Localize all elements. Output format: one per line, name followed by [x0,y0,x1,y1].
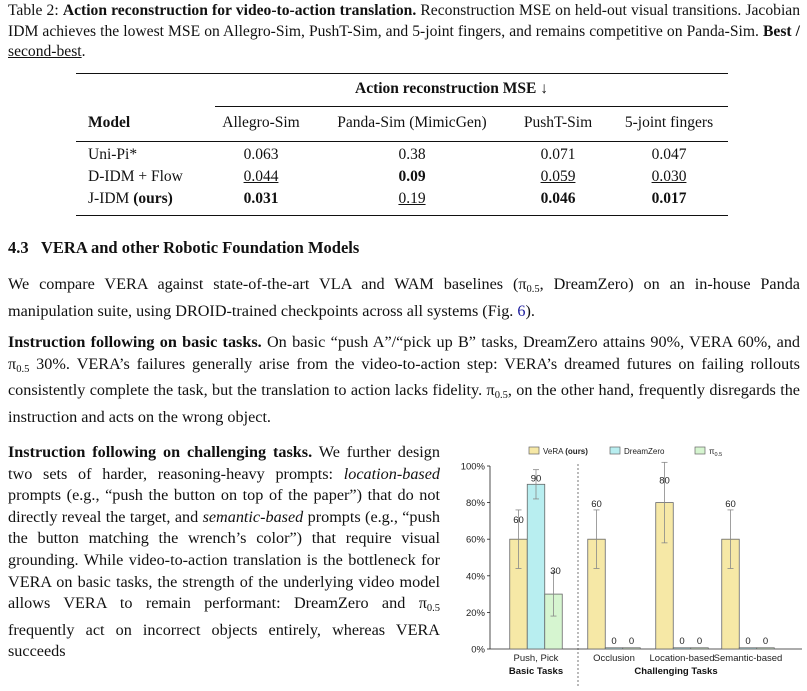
caption-end: . [81,43,86,60]
y-tick-label: 20% [465,607,485,619]
table-cell: 0.071 [540,146,576,163]
table-cell: 0.09 [398,168,426,185]
row-model-suffix: (ours) [133,190,173,207]
y-tick-label: 60% [465,534,485,546]
column-header: PushT-Sim [523,114,593,131]
caption-second-best: second-best [8,43,82,60]
model-header: Model [88,114,131,131]
legend-label: DreamZero [624,447,665,456]
row-model: D-IDM + Flow [88,168,183,185]
text: , on the other hand, frequently disregards the instruction and acts on the wrong object. [8,381,800,426]
table-cell: 0.063 [243,146,279,163]
paragraph-intro [8,274,800,322]
legend-swatch [610,447,620,454]
bar [691,648,709,649]
bar [757,648,775,649]
paragraph-challenging-tasks [8,442,440,663]
legend-swatch [529,447,539,454]
chart-x-labels [509,653,782,677]
legend-swatch [695,447,705,454]
chart-legend [529,447,722,458]
paragraph-head: Instruction following on challenging tasks. [8,443,313,461]
bar-value-label: 0 [696,636,703,647]
legend-label: $\pi_{0.5}$ [709,447,723,458]
bar [605,648,623,649]
column-header: Allegro-Sim [222,114,300,131]
table-cell: 0.19 [398,190,426,207]
table-caption [8,1,800,63]
text: ). [525,301,535,320]
y-tick-label: 0% [471,644,485,656]
bar-value-label: 90 [530,473,542,485]
column-header: 5-joint fingers [624,114,714,131]
text-italic: location-based [343,464,440,483]
bar-value-label: 0 [762,636,769,647]
table-header-rule [76,141,728,142]
section-heading [8,238,359,258]
pi-subscript: 0.5 [426,603,440,615]
pi-subscript: 0.5 [526,284,540,295]
bar-value-label: 60 [725,498,736,510]
table-cell: 0.046 [540,190,576,207]
row-model-name: J-IDM [88,190,130,207]
table-cell: 0.059 [540,168,576,185]
y-tick-label: 40% [465,571,485,583]
table-top-rule [76,73,728,74]
bar-value-label: 60 [591,498,602,510]
bar-value-label: 60 [513,515,524,527]
bar-value-label: 30 [550,566,561,578]
bar [673,648,691,649]
group-label: Challenging Tasks [634,666,718,677]
bar-value-label: 0 [745,636,751,647]
group-header: Action reconstruction MSE ↓ [355,80,549,97]
bar-value-label: 0 [611,636,617,647]
text: 30%. VERA’s failures generally arise from the video-to-action step: VERA’s dreamed futures on failing rollouts consistently complete the task, but the translation to action lacks fidelity. [8,354,800,399]
table-group-rule [215,106,728,107]
bar-value-label: 0 [679,636,685,647]
table-cell: 0.38 [398,146,426,163]
table-cell: 0.044 [243,168,279,185]
figure-ref-link[interactable]: 6 [517,301,526,320]
column-header: Panda-Sim (MimicGen) [337,114,487,131]
pi-symbol: π [418,594,427,613]
caption-best: Best / [763,22,800,40]
bar [527,484,545,649]
table-cell: 0.031 [243,190,279,207]
success-rate-chart [447,446,807,691]
pi-symbol: π [518,275,527,293]
text: , DreamZero) on an in-house Panda manipulation suite, using DROID-trained checkpoints across all systems (Fig. [8,275,800,320]
bar-value-label: 0 [628,636,635,647]
text: prompts (e.g., “push the button matching the wrench’s color”) that require visual grounding. While video-to-action translation is the bottleneck for VERA on basic tasks, the strength of the underlying video model allows VERA to remain performant: DreamZero and [8,507,440,613]
table-cell: 0.047 [651,146,687,163]
caption-body: Reconstruction MSE on held-out visual transitions. Jacobian IDM achieves the lowest MSE on Allegro-Sim, PushT-Sim, and 5-joint fingers, and remains competitive on Panda-Sim. [8,2,800,40]
text: On basic “push A”/“pick up B” tasks, DreamZero attains 90%, VERA 60%, and [261,333,801,351]
row-model: Uni-Pi* [88,146,138,163]
x-tick-label: Occlusion [593,653,635,664]
section-title: VERA and other Robotic Foundation Models [41,238,360,257]
caption-label: Table 2: [8,2,59,19]
bar-value-label: 80 [659,475,670,487]
table-cell: 0.030 [651,168,687,185]
text: frequently act on incorrect objects entirely, whereas VERA succeeds [8,620,440,661]
legend-label: VeRA (ours) [543,447,588,456]
pi-symbol: π [486,381,495,399]
section-number: 4.3 [8,238,29,257]
x-tick-label: Location-based [649,653,715,664]
pi-symbol: π [8,354,17,373]
text: We compare VERA against state-of-the-art VLA and WAM baselines ( [8,275,519,293]
bar [739,648,757,649]
table-cell: 0.017 [651,190,687,207]
chart-bars [510,462,775,649]
table-bottom-rule [76,215,728,216]
x-tick-label: Semantic-based [713,653,783,664]
text: We further design two sets of harder, reasoning-heavy prompts: [8,443,440,483]
text: prompts (e.g., “push the button on top of the paper”) that do not directly reveal the target, and [8,486,440,526]
pi-subscript: 0.5 [16,363,30,375]
group-label: Basic Tasks [508,666,564,677]
caption-title: Action reconstruction for video-to-action translation. [62,2,417,19]
y-tick-label: 80% [465,498,485,510]
bar [623,648,641,649]
y-tick-label: 100% [460,461,485,473]
x-tick-label: Push, Pick [513,653,559,664]
paragraph-basic-tasks [8,332,800,428]
pi-subscript: 0.5 [494,390,508,401]
row-model [88,190,173,208]
text-italic: semantic-based [202,507,304,526]
paragraph-head: Instruction following on basic tasks. [8,333,262,351]
